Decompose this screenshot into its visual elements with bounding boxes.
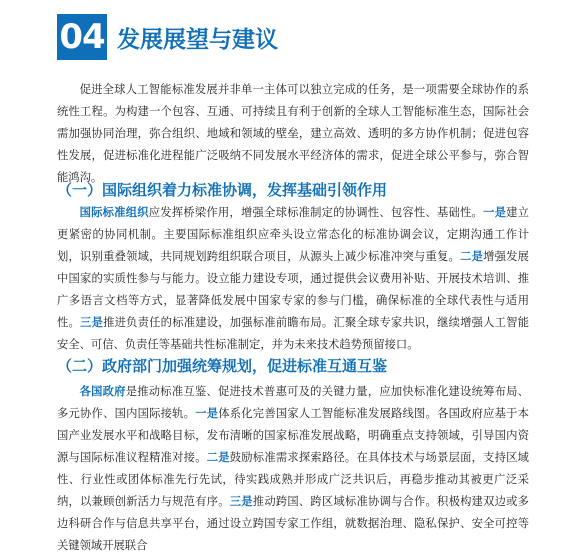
- section-1-paragraph: [57, 202, 529, 356]
- section-1-lead: 国际标准组织: [79, 206, 149, 219]
- section-2-key-2: 二是: [206, 451, 230, 464]
- section-1-text-2: 建立更紧密的协同机制。主要国际标准组织应牵头设立常态化的标准协调会议，定期沟通工作计划，识别重叠领域，共同规划跨组织联合项目，从源头上减少标准冲突与重复。: [57, 206, 529, 263]
- section-2-key-1: 一是: [195, 407, 219, 420]
- section-2-key-3: 三是: [229, 495, 253, 508]
- section-1-text-4: 推进负责任的标准建设，加强标准前瞻布局。汇聚全球专家共识，继续增强人工智能安全、可信、负责任等基础共性标准制定，并为未来技术趋势预留接口。: [57, 316, 529, 351]
- section-1-text-3: 增强发展中国家的实质性参与与能力。设立能力建设专项，通过提供会议费用补贴、开展技术培训、推广多语言文档等方式，显著降低发展中国家专家的参与门槛，确保标准的全球代表性与适用性。: [57, 250, 529, 329]
- chapter-number: 04: [57, 14, 107, 60]
- section-1-key-3: 三是: [80, 316, 104, 329]
- chapter-header: [57, 14, 278, 60]
- section-1-key-1: 一是: [483, 206, 507, 219]
- section-2-text-1: 是推动标准互鉴、促进技术普惠可及的关键力量，应加快标准化建设统筹布局、多元协作、国内国际接轨。: [57, 385, 529, 420]
- section-2-title: （二）政府部门加强统筹规划，促进标准互通互鉴: [57, 357, 388, 375]
- intro-paragraph: 促进全球人工智能标准发展并非单一主体可以独立完成的任务，是一项需要全球协作的系统性工程。为构建一个包容、互通、可持续且有利于创新的全球人工智能标准生态，国际社会需加强协同治理，弥合组织、地域和领域的壁垒，建立高效、透明的多方协作机制；促进包容性发展，促进标准化进程能广泛吸纳不同发展水平经济体的需求，促进全球公平参与，弥合智能鸿沟。: [57, 83, 529, 184]
- section-1-key-2: 二是: [460, 250, 484, 263]
- section-2-text-2: 体系化完善国家人工智能标准发展路线图。各国政府应基于本国产业发展水平和战略目标，发布清晰的国家标准发展战略，明确重点支持领域，引导国内资源与国际标准议程精准对接。: [57, 407, 529, 464]
- section-2-paragraph: [57, 381, 529, 557]
- chapter-title: 发展展望与建议: [117, 26, 278, 53]
- section-2-text-3: 鼓励标准需求探索路径。在具体技术与场景层面，支持区域性、行业性或团体标准先行先试，待实践成熟并形成广泛共识后，再稳步推动其被更广泛采纳，以兼顾创新活力与规范有序。: [57, 451, 529, 508]
- section-1-text-1: 应发挥桥梁作用，增强全球标准制定的协调性、包容性、基础性。: [148, 206, 484, 219]
- section-2-text-4: 推动跨国、跨区域标准协调与合作。积极构建双边或多边科研合作与信息共享平台，通过设立跨国专家工作组，就数据治理、隐私保护、安全可控等关键领域开展联合: [57, 495, 529, 552]
- section-2-lead: 各国政府: [79, 385, 126, 398]
- section-1-title: （一）国际组织着力标准协调，发挥基础引领作用: [57, 181, 388, 199]
